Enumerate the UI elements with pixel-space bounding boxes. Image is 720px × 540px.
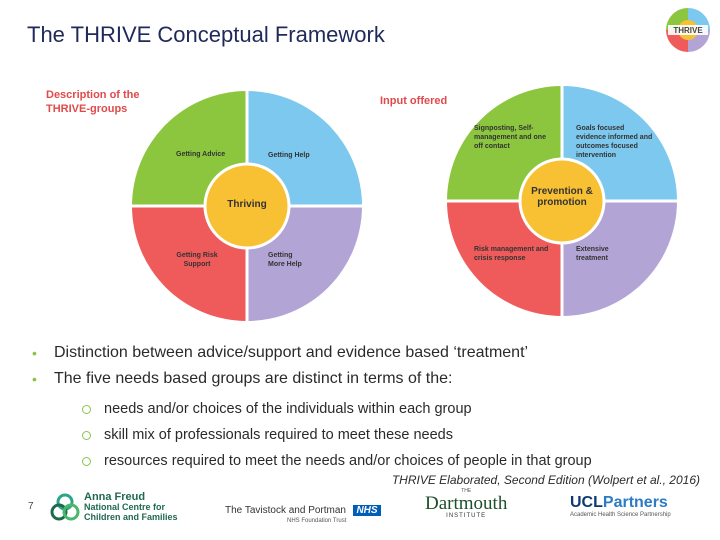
dartmouth-logo — [425, 488, 507, 519]
thrive-logo-text: THRIVE — [673, 26, 703, 35]
circle-bullet-icon — [82, 457, 91, 466]
sub-bullet-text: resources required to meet the needs and/or choices of people in that group — [104, 453, 592, 469]
page-number: 7 — [28, 501, 34, 512]
anna-freud-line3: Children and Families — [84, 512, 178, 522]
label-extensive-treatment: Extensive treatment — [576, 246, 609, 262]
bullet-text: Distinction between advice/support and evidence based ‘treatment’ — [54, 344, 529, 361]
bullet-item — [32, 366, 712, 392]
nhs-badge: NHS — [353, 505, 380, 516]
sub-bullet-text: skill mix of professionals required to meet these needs — [104, 427, 453, 443]
sub-bullet-item — [82, 422, 712, 448]
dartmouth-institute: INSTITUTE — [446, 513, 487, 519]
dartmouth-name: Dartmouth — [425, 493, 508, 514]
anna-freud-logo — [50, 492, 178, 522]
left-heading: Description of the THRIVE-groups — [46, 89, 140, 115]
bullet-dot-icon: • — [32, 345, 37, 361]
anna-freud-line2: National Centre for — [84, 502, 166, 512]
bullet-text: The five needs based groups are distinct in terms of the: — [54, 370, 453, 387]
anna-freud-line1: Anna Freud — [84, 491, 146, 503]
label-getting-more-help: Getting More Help — [268, 252, 302, 268]
sub-bullet-text: needs and/or choices of the individuals within each group — [104, 401, 472, 417]
label-thriving: Thriving — [227, 199, 267, 210]
anna-freud-knot-icon — [50, 492, 80, 522]
tavistock-name: The Tavistock and Portman — [225, 505, 346, 516]
bullet-list — [32, 340, 712, 474]
label-getting-risk-support: Getting Risk Support — [176, 252, 218, 268]
ucl-sub: Academic Health Science Partnership — [570, 512, 671, 518]
label-prevention-promotion: Prevention & promotion — [531, 186, 593, 208]
label-getting-help: Getting Help — [268, 152, 310, 159]
right-heading: Input offered — [380, 95, 448, 107]
sub-bullet-item — [82, 448, 712, 474]
label-getting-advice: Getting Advice — [176, 151, 226, 158]
bullet-item — [32, 340, 712, 366]
uclpartners-logo — [570, 494, 671, 518]
circle-bullet-icon — [82, 431, 91, 440]
sub-bullet-list — [82, 396, 712, 474]
tavistock-sub: NHS Foundation Trust — [287, 518, 347, 524]
label-risk-management: Risk management and crisis response — [474, 246, 549, 262]
ucl-text: UCL — [570, 494, 603, 511]
page-title: The THRIVE Conceptual Framework — [27, 22, 385, 47]
partners-text: Partners — [602, 494, 668, 511]
circle-bullet-icon — [82, 405, 91, 414]
bullet-dot-icon: • — [32, 371, 37, 387]
dartmouth-the: THE — [461, 488, 472, 494]
tavistock-logo — [225, 500, 381, 524]
label-signposting: Signposting, Self-management and one off contact — [474, 125, 546, 150]
citation: THRIVE Elaborated, Second Edition (Wolpert et al., 2016) — [391, 473, 700, 487]
sub-bullet-item — [82, 396, 712, 422]
label-goals-focused: Goals focused evidence informed and outcomes focused intervention — [576, 125, 653, 159]
